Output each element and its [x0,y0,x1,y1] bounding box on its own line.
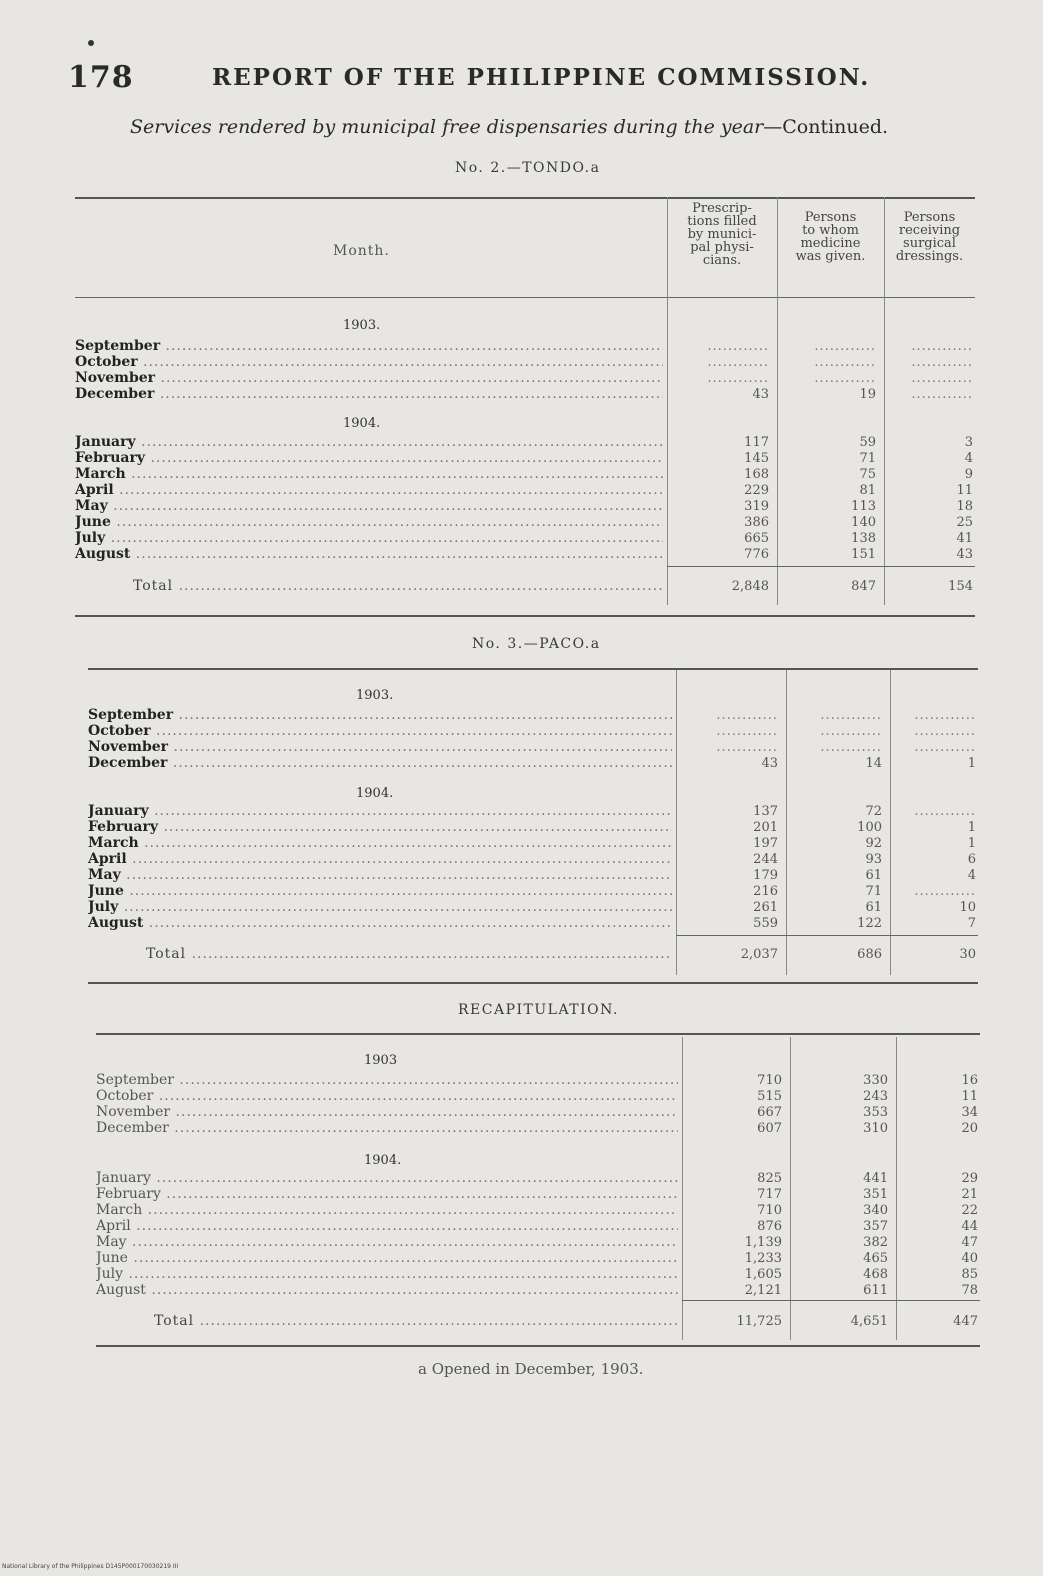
table-row [96,1170,678,1186]
prescriptions-cell: 515 [757,1089,782,1104]
prescriptions-cell: 607 [757,1121,782,1136]
prescriptions-cell: 717 [757,1187,782,1202]
medicine-cell: 138 [851,531,876,546]
month-label: June ..... [75,514,663,530]
month-label: February ..... [88,819,672,835]
medicine-cell: 382 [863,1235,888,1250]
table-row [75,514,663,530]
table-row [88,755,672,771]
caption-italic: Services rendered by municipal free dispensaries during the year [130,116,764,138]
prescriptions-cell: 43 [761,756,778,771]
month-label: January ..... [75,434,663,450]
prescriptions-cell: 386 [744,515,769,530]
month-label: June ..... [88,883,672,899]
table-row [96,1234,678,1250]
month-label: August ..... [75,546,663,562]
prescriptions-cell: 1,605 [744,1267,782,1282]
table-caption [130,116,888,138]
table-row [88,867,672,883]
surgical-cell-leader: ............ [911,387,973,402]
column-header-line: pal physi- [690,240,754,255]
prescriptions-cell: 229 [744,483,769,498]
column-divider [896,1037,897,1340]
surgical-column-header [884,211,975,263]
month-label: May ..... [96,1234,678,1250]
month-label: July ..... [96,1266,678,1282]
prescriptions-cell: 876 [757,1219,782,1234]
total-rule [676,935,978,936]
month-label: February ..... [75,450,663,466]
surgical-cell-leader: ............ [911,355,973,370]
month-label: November ..... [88,739,672,755]
surgical-cell: 1 [967,820,976,835]
column-header-line: dressings. [895,249,964,264]
prescriptions-cell: 1,139 [744,1235,782,1250]
month-label: April ..... [88,851,672,867]
surgical-cell: 41 [956,531,973,546]
total-label: Total ..... [133,578,663,594]
section-title: RECAPITULATION. [458,1002,619,1018]
month-label: April ..... [75,482,663,498]
prescriptions-cell: 559 [753,916,778,931]
month-label: February ..... [96,1186,678,1202]
page-number: 178 [68,60,134,95]
year-label: 1903 [364,1053,398,1068]
surgical-cell: 44 [961,1219,978,1234]
surgical-cell-leader: ............ [914,804,976,819]
surgical-cell-leader: ............ [914,740,976,755]
month-label: May ..... [75,498,663,514]
table-bottom-rule [75,615,975,617]
surgical-cell: 16 [961,1073,978,1088]
table-row [75,354,663,370]
column-header-line: to whom [802,223,859,238]
header-bottom-rule [75,297,975,298]
year-label: 1903. [356,688,394,703]
medicine-cell: 72 [865,804,882,819]
prescriptions-column-header [667,202,777,267]
surgical-cell: 4 [967,868,976,883]
medicine-cell: 113 [851,499,876,514]
medicine-cell: 93 [865,852,882,867]
table-row [96,1104,678,1120]
column-header-line: Persons [903,210,956,225]
surgical-cell: 29 [961,1171,978,1186]
surgical-cell: 21 [961,1187,978,1202]
table-top-rule [88,668,978,670]
table-row [88,899,672,915]
surgical-total: 154 [948,579,973,594]
medicine-cell: 441 [863,1171,888,1186]
prescriptions-total: 2,848 [731,579,769,594]
surgical-cell: 18 [956,499,973,514]
total-rule [667,566,975,567]
table-row [96,1266,678,1282]
surgical-cell: 47 [961,1235,978,1250]
month-label: January ..... [96,1170,678,1186]
month-label: May ..... [88,867,672,883]
table-row [96,1218,678,1234]
prescriptions-cell: 665 [744,531,769,546]
medicine-cell: 122 [857,916,882,931]
prescriptions-cell: 244 [753,852,778,867]
month-label: March ..... [96,1202,678,1218]
table-row [96,1202,678,1218]
surgical-total: 447 [953,1314,978,1329]
surgical-cell-leader: ............ [914,724,976,739]
medicine-cell: 19 [859,387,876,402]
prescriptions-cell: 710 [757,1073,782,1088]
surgical-cell: 40 [961,1251,978,1266]
month-label: August ..... [88,915,672,931]
medicine-cell: 310 [863,1121,888,1136]
month-label: August ..... [96,1282,678,1298]
column-divider [786,670,787,975]
running-head: REPORT OF THE PHILIPPINE COMMISSION. [212,64,871,91]
table-row [88,739,672,755]
medicine-cell: 351 [863,1187,888,1202]
month-label: March ..... [88,835,672,851]
medicine-cell: 75 [859,467,876,482]
section-title: No. 2.—TONDO.a [455,160,601,176]
table-row [75,546,663,562]
surgical-cell: 20 [961,1121,978,1136]
column-divider [676,670,677,975]
prescriptions-cell: 776 [744,547,769,562]
table-row [88,883,672,899]
column-header-line: by munici- [687,227,757,242]
table-row [96,1282,678,1298]
medicine-cell: 243 [863,1089,888,1104]
surgical-cell: 6 [967,852,976,867]
table-row [75,386,663,402]
prescriptions-cell-leader: ............ [716,708,778,723]
surgical-cell: 85 [961,1267,978,1282]
surgical-cell: 25 [956,515,973,530]
column-header-line: Prescrip- [692,201,752,216]
prescriptions-cell-leader: ............ [716,724,778,739]
footnote: a Opened in December, 1903. [418,1360,644,1378]
medicine-cell: 468 [863,1267,888,1282]
column-divider [682,1037,683,1340]
table-row [96,1186,678,1202]
column-divider [790,1037,791,1340]
surgical-cell: 9 [964,467,973,482]
medicine-total: 4,651 [850,1314,888,1329]
column-divider [890,670,891,975]
medicine-cell: 59 [859,435,876,450]
month-label: September ..... [96,1072,678,1088]
table-row [75,498,663,514]
table-row [88,819,672,835]
prescriptions-cell: 137 [753,804,778,819]
column-header-line: surgical [903,236,956,251]
prescriptions-total: 2,037 [740,947,778,962]
surgical-cell: 78 [961,1283,978,1298]
prescriptions-cell: 2,121 [744,1283,782,1298]
prescriptions-cell: 261 [753,900,778,915]
month-label: December ..... [88,755,672,771]
surgical-cell: 11 [956,483,973,498]
surgical-cell: 1 [967,756,976,771]
table-row [88,851,672,867]
medicine-column-header [777,211,884,263]
surgical-cell: 43 [956,547,973,562]
month-label: July ..... [88,899,672,915]
table-row [75,434,663,450]
month-label: December ..... [96,1120,678,1136]
surgical-cell-leader: ............ [911,371,973,386]
medicine-cell: 81 [859,483,876,498]
table-row [96,1072,678,1088]
medicine-cell: 61 [865,900,882,915]
surgical-cell-leader: ............ [911,339,973,354]
surgical-cell-leader: ............ [914,708,976,723]
prescriptions-cell: 201 [753,820,778,835]
month-label: November ..... [75,370,663,386]
month-label: July ..... [75,530,663,546]
month-label: October ..... [88,723,672,739]
column-header-line: cians. [702,253,742,268]
medicine-cell: 330 [863,1073,888,1088]
table-row [96,1088,678,1104]
total-label: Total ..... [154,1313,678,1329]
ink-speck [88,40,94,46]
table-row [75,466,663,482]
library-imprint: National Library of the Philippines D145P000170030219 III [2,1563,179,1570]
medicine-cell-leader: ............ [814,355,876,370]
medicine-total: 847 [851,579,876,594]
medicine-cell: 465 [863,1251,888,1266]
surgical-cell: 4 [964,451,973,466]
table-row [96,1120,678,1136]
surgical-cell: 11 [961,1089,978,1104]
table-top-rule [96,1033,980,1035]
table-row [88,803,672,819]
medicine-cell: 14 [865,756,882,771]
table-row [75,450,663,466]
column-header-line: was given. [795,249,866,264]
surgical-total: 30 [959,947,976,962]
surgical-cell: 7 [967,916,976,931]
prescriptions-cell-leader: ............ [707,355,769,370]
prescriptions-cell: 168 [744,467,769,482]
year-label: 1904. [343,416,381,431]
year-label: 1903. [343,318,381,333]
surgical-cell: 34 [961,1105,978,1120]
table-row [88,915,672,931]
month-label: October ..... [75,354,663,370]
prescriptions-cell-leader: ............ [707,339,769,354]
column-header-line: Persons [804,210,857,225]
month-label: June ..... [96,1250,678,1266]
medicine-cell: 611 [863,1283,888,1298]
table-row [88,723,672,739]
section-title: No. 3.—PACO.a [472,636,601,652]
month-label: January ..... [88,803,672,819]
month-label: September ..... [75,338,663,354]
table-row [75,338,663,354]
total-label: Total ..... [146,946,672,962]
table-row [88,835,672,851]
column-header-line: tions filled [687,214,757,229]
table-row [75,530,663,546]
column-header-line: medicine [800,236,861,251]
prescriptions-cell: 179 [753,868,778,883]
prescriptions-cell: 825 [757,1171,782,1186]
year-label: 1904. [364,1153,402,1168]
medicine-cell: 357 [863,1219,888,1234]
total-rule [682,1300,980,1301]
column-header-line: receiving [898,223,961,238]
prescriptions-cell-leader: ............ [716,740,778,755]
month-column-header: Month. [333,243,390,259]
medicine-cell: 100 [857,820,882,835]
medicine-total: 686 [857,947,882,962]
surgical-cell: 1 [967,836,976,851]
medicine-cell: 92 [865,836,882,851]
surgical-cell-leader: ............ [914,884,976,899]
month-label: November ..... [96,1104,678,1120]
medicine-cell: 61 [865,868,882,883]
medicine-cell: 140 [851,515,876,530]
prescriptions-cell: 319 [744,499,769,514]
surgical-cell: 3 [964,435,973,450]
month-label: September ..... [88,707,672,723]
month-label: April ..... [96,1218,678,1234]
month-label: October ..... [96,1088,678,1104]
prescriptions-total: 11,725 [736,1314,782,1329]
table-bottom-rule [88,982,978,984]
medicine-cell: 151 [851,547,876,562]
medicine-cell-leader: ............ [820,740,882,755]
prescriptions-cell: 667 [757,1105,782,1120]
prescriptions-cell: 43 [752,387,769,402]
table-row [96,1250,678,1266]
medicine-cell: 340 [863,1203,888,1218]
year-label: 1904. [356,786,394,801]
table-top-rule [75,197,975,199]
month-label: December ..... [75,386,663,402]
surgical-cell: 10 [959,900,976,915]
prescriptions-cell: 197 [753,836,778,851]
medicine-cell: 353 [863,1105,888,1120]
surgical-cell: 22 [961,1203,978,1218]
medicine-cell-leader: ............ [820,724,882,739]
medicine-cell-leader: ............ [814,371,876,386]
medicine-cell-leader: ............ [820,708,882,723]
month-label: March ..... [75,466,663,482]
table-row [75,482,663,498]
prescriptions-cell-leader: ............ [707,371,769,386]
prescriptions-cell: 145 [744,451,769,466]
caption-tail: —Continued. [763,116,889,138]
prescriptions-cell: 1,233 [744,1251,782,1266]
prescriptions-cell: 117 [744,435,769,450]
prescriptions-cell: 216 [753,884,778,899]
prescriptions-cell: 710 [757,1203,782,1218]
medicine-cell: 71 [859,451,876,466]
table-row [88,707,672,723]
medicine-cell-leader: ............ [814,339,876,354]
medicine-cell: 71 [865,884,882,899]
table-bottom-rule [96,1345,980,1347]
table-row [75,370,663,386]
